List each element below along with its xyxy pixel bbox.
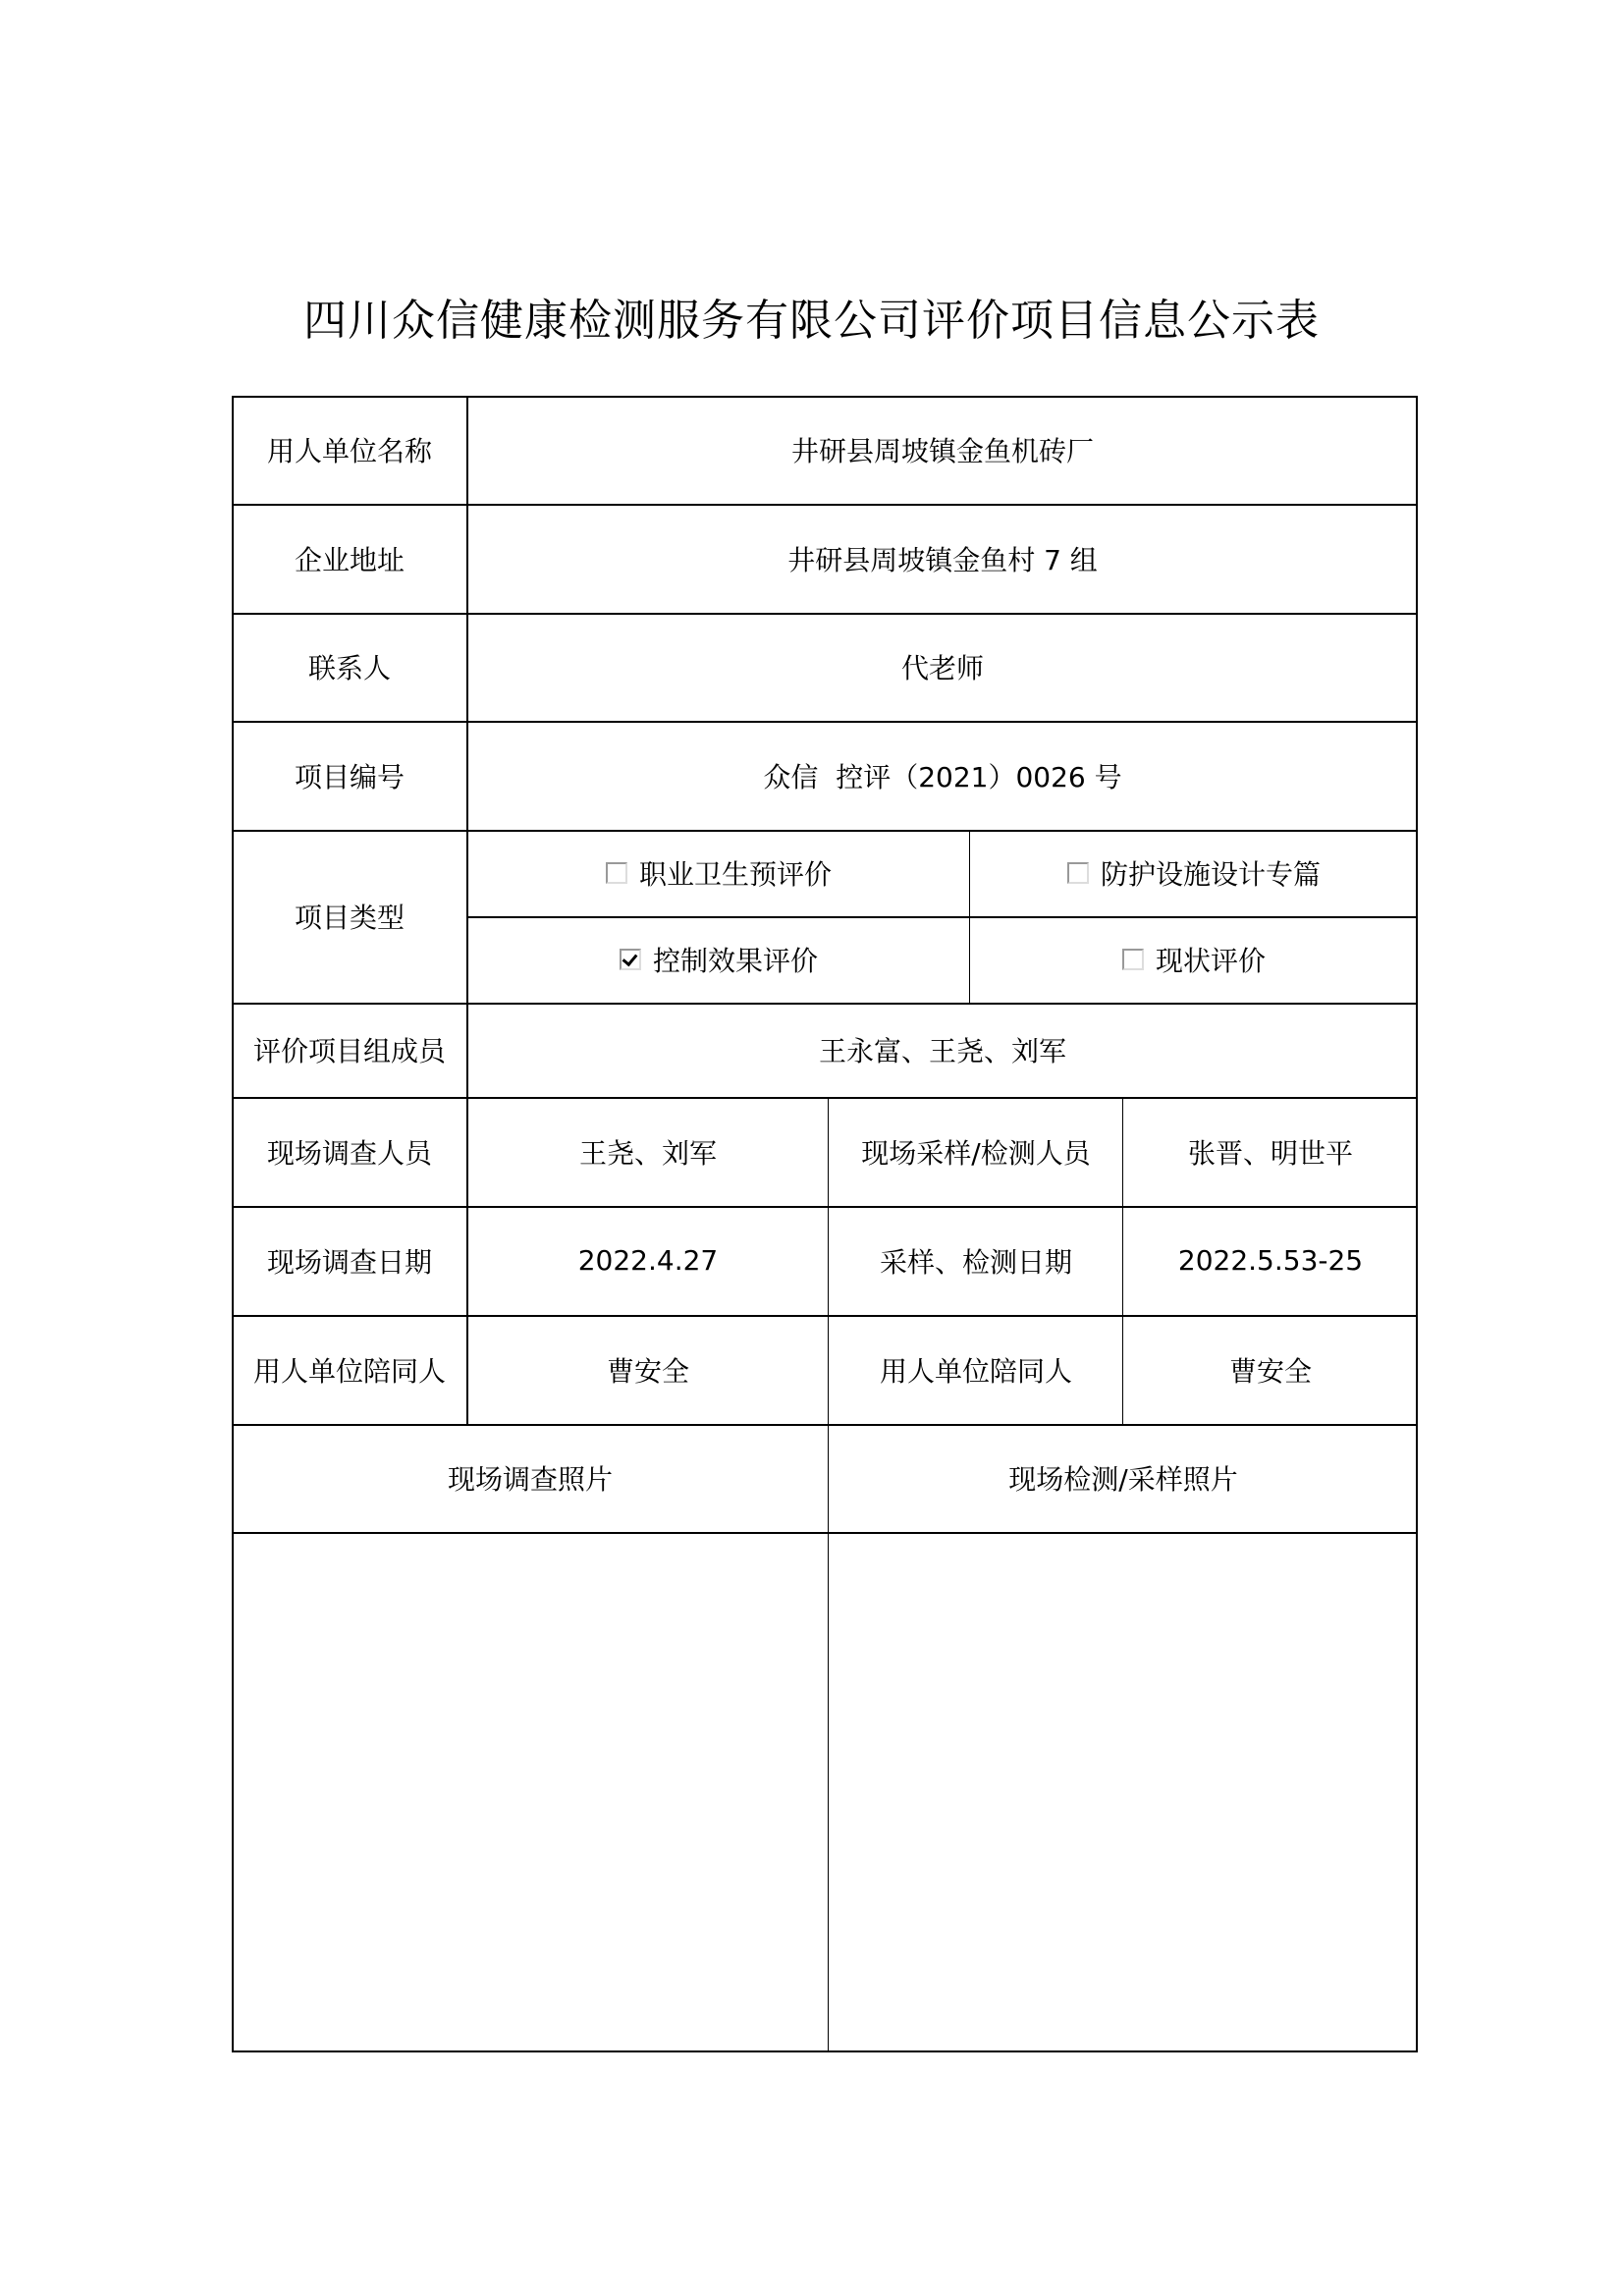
escort-label-2: 用人单位陪同人 xyxy=(879,1354,1072,1388)
option-status-evaluation[interactable] xyxy=(970,916,1418,1003)
survey-date-label: 现场调查日期 xyxy=(266,1245,432,1279)
sampling-photo-area xyxy=(829,1532,1418,2050)
survey-date-value: 2022.4.27 xyxy=(577,1244,719,1277)
survey-staff-value: 王尧、刘军 xyxy=(578,1136,717,1170)
option-label: 控制效果评价 xyxy=(652,945,818,977)
sampling-photos-header: 现场检测/采样照片 xyxy=(1008,1463,1238,1496)
option-label: 现状评价 xyxy=(1155,945,1266,977)
option-label: 防护设施设计专篇 xyxy=(1100,858,1321,891)
survey-staff-label: 现场调查人员 xyxy=(266,1136,432,1170)
sampling-date-value: 2022.5.53-25 xyxy=(1177,1244,1364,1277)
escort-label: 用人单位陪同人 xyxy=(252,1354,446,1388)
info-table xyxy=(232,396,1418,2052)
checkbox-icon[interactable] xyxy=(1122,949,1144,970)
option-label: 职业卫生预评价 xyxy=(638,858,832,891)
employer-name-value: 井研县周坡镇金鱼机砖厂 xyxy=(790,435,1094,467)
sampling-date-label: 采样、检测日期 xyxy=(879,1245,1072,1279)
project-no-value: 众信 控评（2021）0026 号 xyxy=(763,760,1122,793)
survey-photos-header: 现场调查照片 xyxy=(447,1463,613,1496)
members-label: 评价项目组成员 xyxy=(252,1035,446,1067)
employer-name-label: 用人单位名称 xyxy=(266,435,432,467)
project-type-label: 项目类型 xyxy=(294,902,405,934)
checkbox-icon[interactable] xyxy=(1067,862,1089,884)
contact-label: 联系人 xyxy=(307,652,391,684)
address-label: 企业地址 xyxy=(294,543,405,576)
escort-value-2: 曹安全 xyxy=(1228,1354,1312,1388)
project-no-label: 项目编号 xyxy=(294,760,405,793)
option-protection-design[interactable] xyxy=(970,830,1418,916)
escort-value: 曹安全 xyxy=(606,1354,689,1388)
option-pre-evaluation[interactable] xyxy=(467,830,970,916)
sampling-staff-label: 现场采样/检测人员 xyxy=(861,1136,1091,1170)
checkbox-checked-icon[interactable] xyxy=(620,949,641,970)
survey-photo-area xyxy=(232,1532,829,2050)
address-value: 井研县周坡镇金鱼村 7 组 xyxy=(787,543,1098,576)
contact-value: 代老师 xyxy=(900,652,984,684)
sampling-staff-value: 张晋、明世平 xyxy=(1187,1136,1353,1170)
option-control-effect[interactable] xyxy=(467,916,970,1003)
members-value: 王永富、王尧、刘军 xyxy=(818,1035,1066,1067)
page-title: 四川众信健康检测服务有限公司评价项目信息公示表 xyxy=(303,296,1320,346)
checkbox-icon[interactable] xyxy=(606,862,627,884)
